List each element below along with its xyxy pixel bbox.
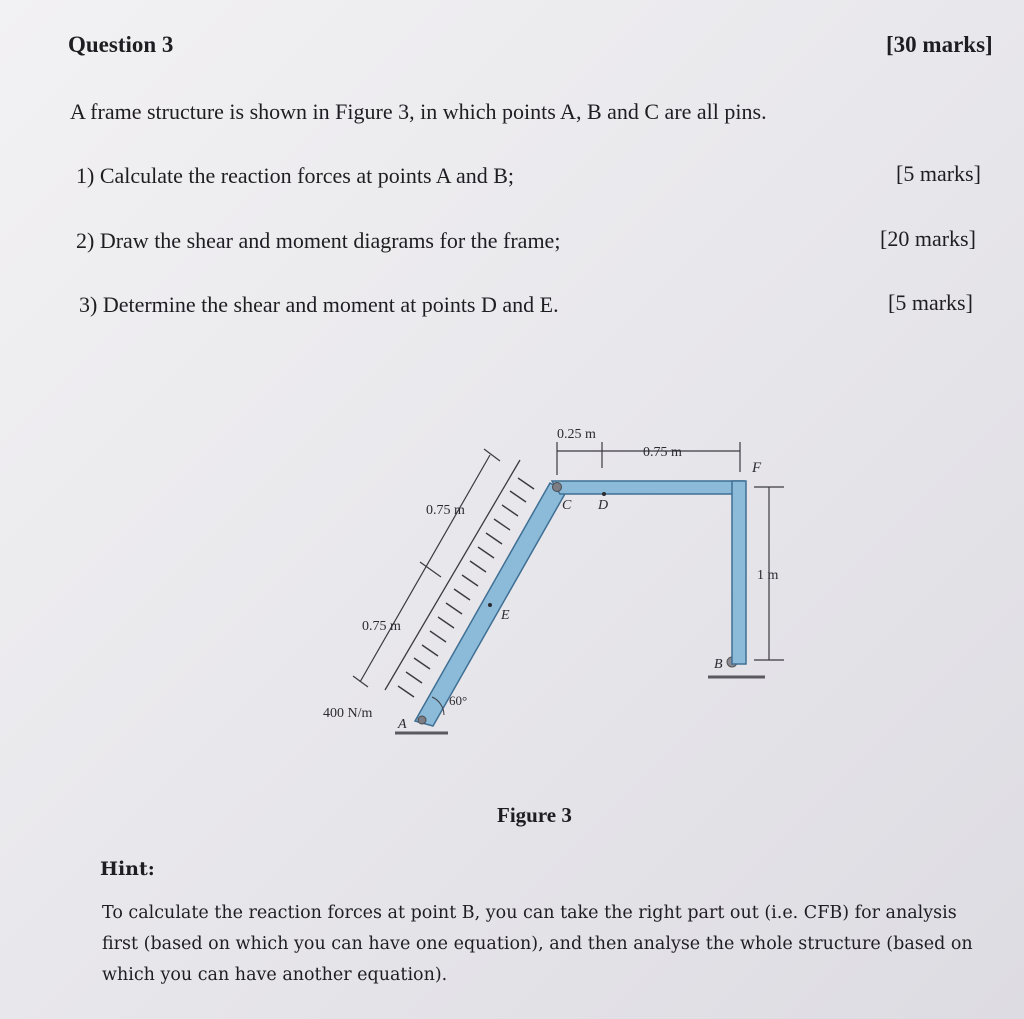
dimension-lines	[353, 442, 784, 687]
question-item-3: 3) Determine the shear and moment at points D and E.	[79, 292, 559, 317]
dim-label-height: 1 m	[757, 568, 779, 583]
dim-label-top-span-2: 0.75 m	[643, 445, 682, 460]
point-label-e: E	[501, 608, 510, 623]
question-item-3-marks: [5 marks]	[888, 290, 973, 315]
question-item-2-marks: [20 marks]	[880, 226, 976, 251]
point-label-d: D	[598, 498, 609, 513]
dim-label-top-span-1: 0.25 m	[557, 427, 596, 442]
question-item-1-marks: [5 marks]	[896, 161, 981, 186]
hint-label: Hint:	[100, 858, 155, 880]
point-label-a: A	[398, 717, 407, 732]
question-title: Question 3	[68, 32, 174, 57]
hint-text: To calculate the reaction forces at point B, you can take the right part out (i.e. CFB) for analysis first (based on which you can have one equation), and then analyse the whole structure (based on which you can have another equation).	[102, 903, 973, 985]
point-label-f: F	[752, 460, 762, 476]
question-total-marks: [30 marks]	[886, 32, 993, 57]
load-label: 400 N/m	[323, 706, 373, 721]
point-label-c: C	[562, 498, 572, 513]
dim-label-incline-upper: 0.75 m	[426, 503, 465, 518]
dim-label-incline-lower: 0.75 m	[362, 619, 401, 634]
question-item-2: 2) Draw the shear and moment diagrams for the frame;	[76, 228, 561, 253]
question-intro: A frame structure is shown in Figure 3, in which points A, B and C are all pins.	[70, 99, 767, 124]
angle-label: 60°	[449, 693, 468, 708]
question-item-1: 1) Calculate the reaction forces at points A and B;	[76, 163, 515, 188]
point-label-b: B	[714, 657, 723, 672]
figure-caption: Figure 3	[497, 803, 572, 827]
